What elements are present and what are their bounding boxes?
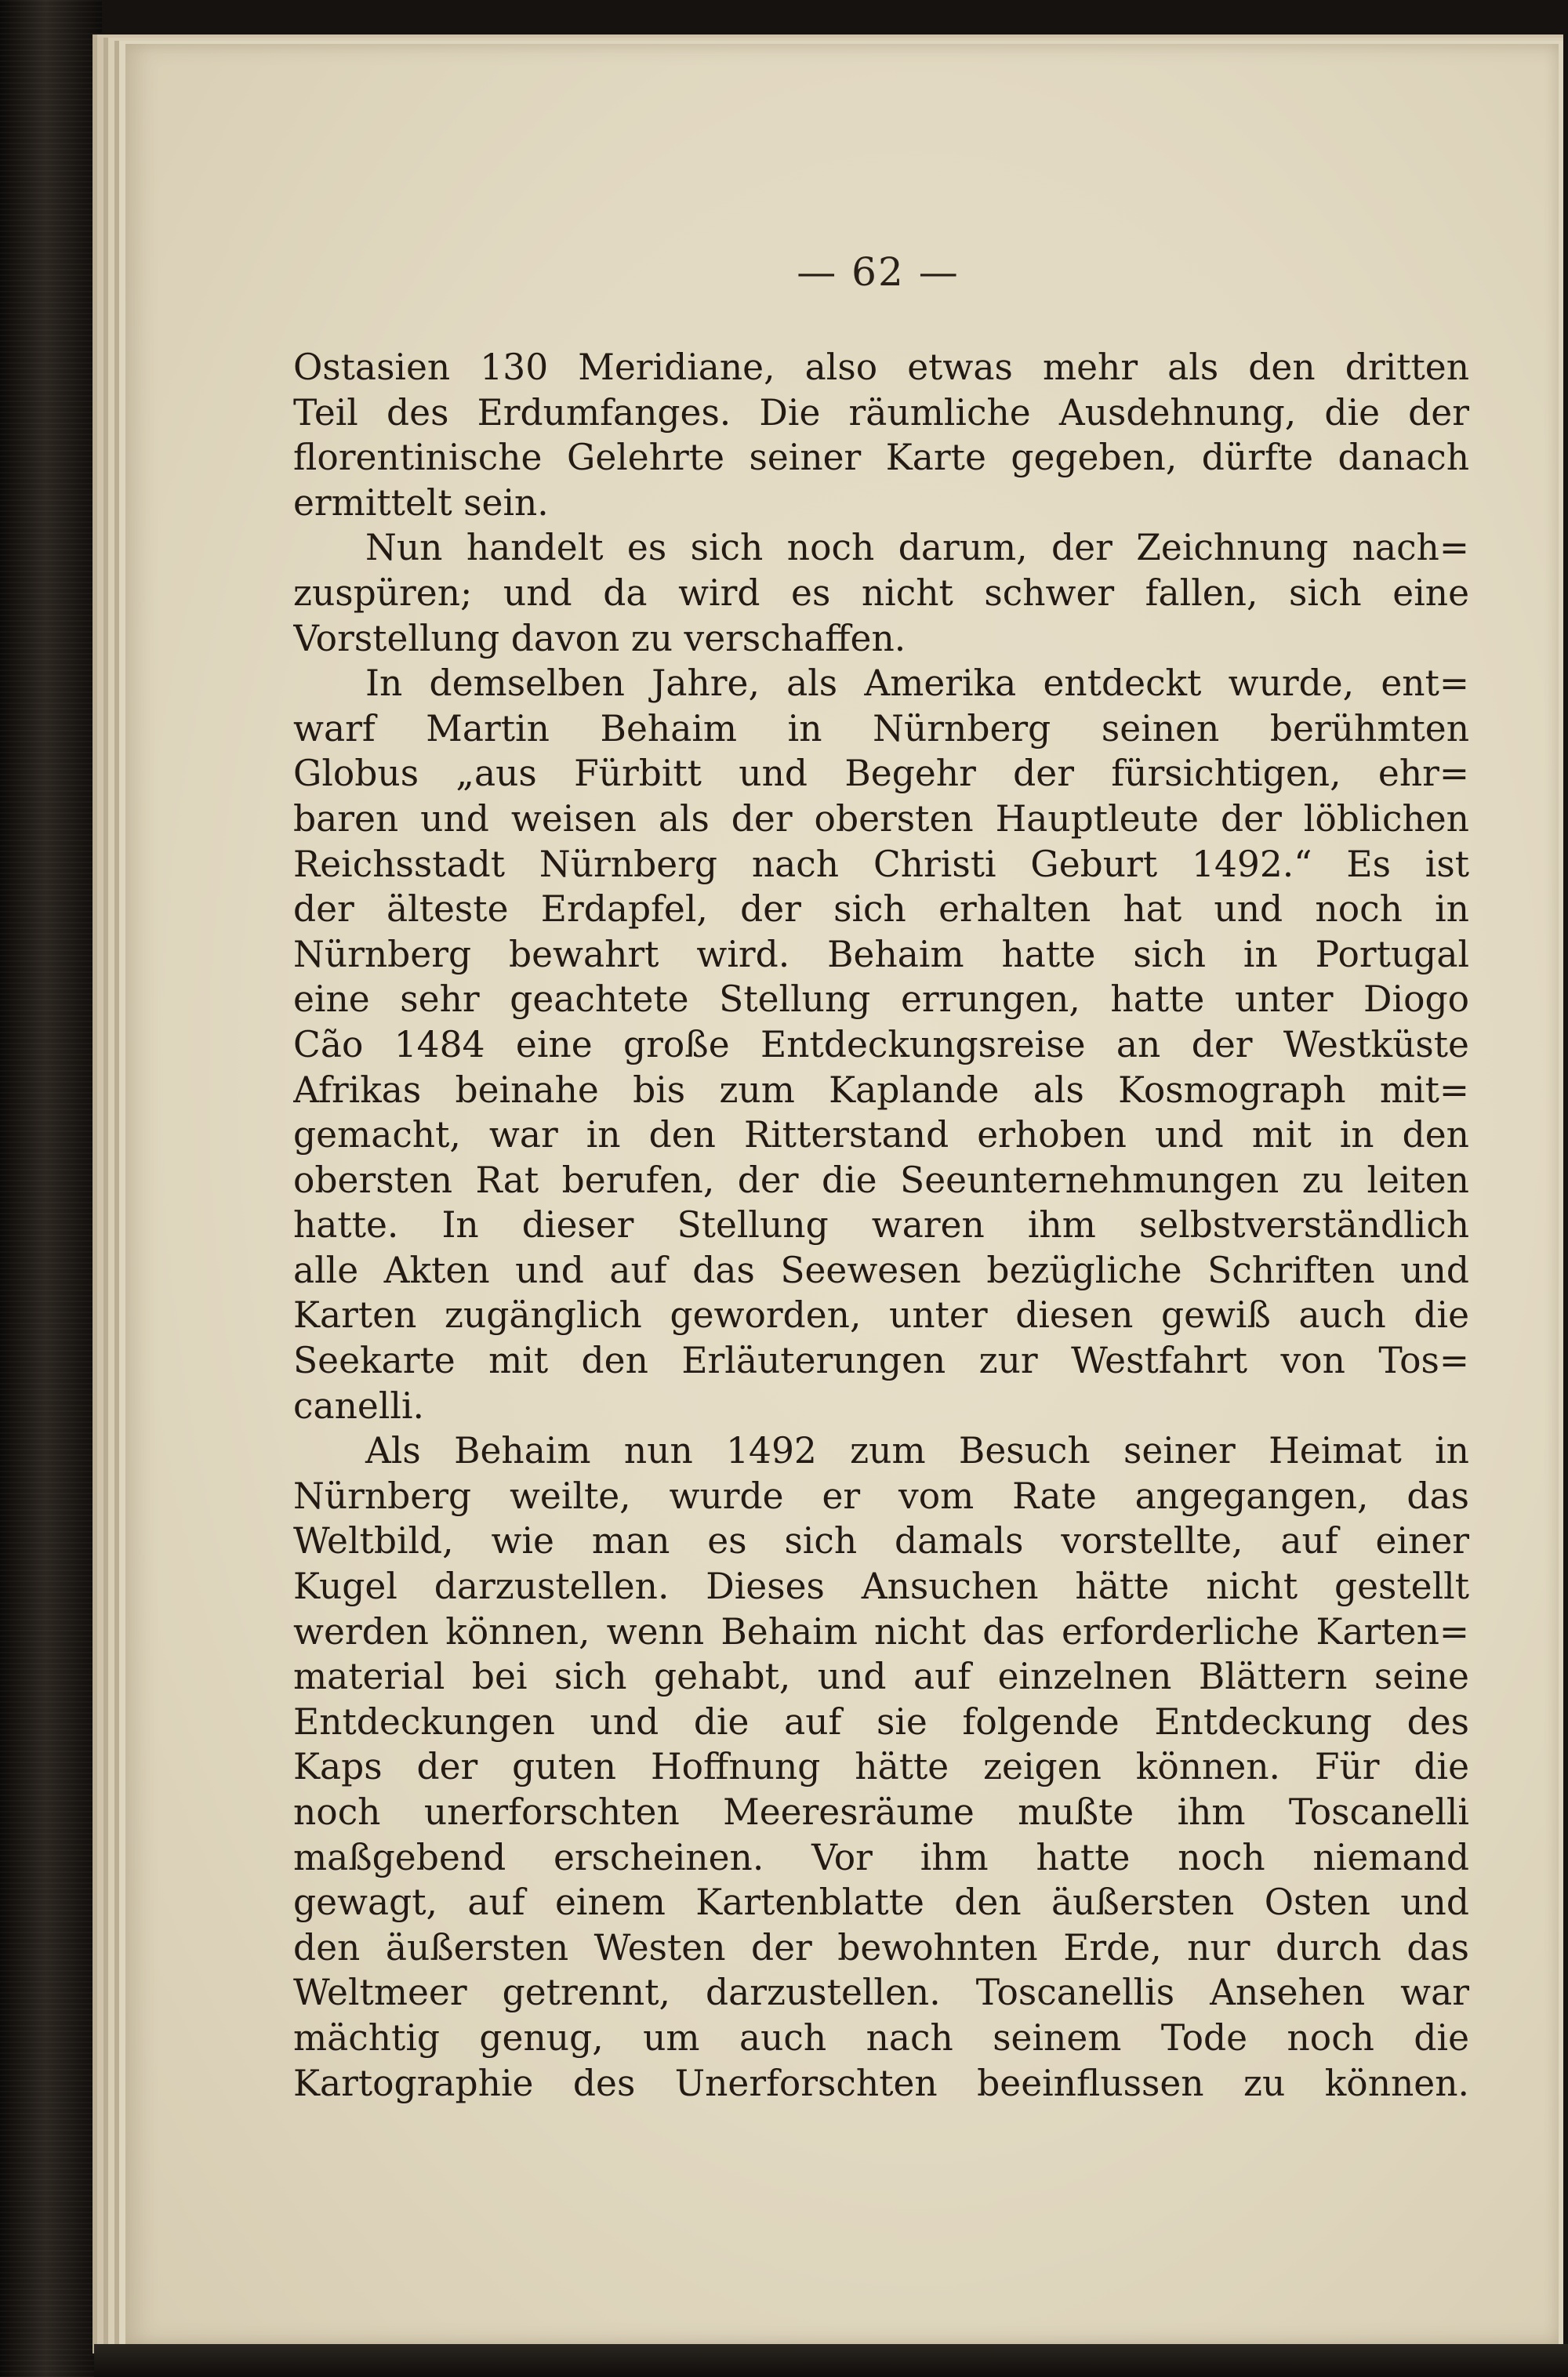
text-line: Nürnberg bewahrt wird. Behaim hatte sich in Portugal — [293, 933, 1469, 975]
text-line: mächtig genug, um auch nach seinem Tode noch die — [293, 2016, 1469, 2059]
text-line: Weltmeer getrennt, darzustellen. Toscanellis Ansehen war — [293, 1972, 1469, 2014]
text-line: Weltbild, wie man es sich damals vorstellte, auf einer — [293, 1520, 1469, 1562]
text-line: material bei sich gehabt, und auf einzelnen Blättern seine — [293, 1656, 1469, 1698]
text-line: Ostasien 130 Meridiane, also etwas mehr als den dritten — [293, 347, 1469, 388]
text-line: Nun handelt es sich noch darum, der Zeichnung nach= — [365, 527, 1469, 569]
text-line: florentinische Gelehrte seiner Karte gegeben, dürfte danach — [293, 437, 1469, 479]
text-line: werden können, wenn Behaim nicht das erforderliche Karten= — [293, 1610, 1469, 1653]
book-bottom-edge — [94, 2344, 1568, 2377]
text-line: Kugel darzustellen. Dieses Ansuchen hätte nicht gestellt — [293, 1566, 1469, 1608]
text-line: Kaps der guten Hoffnung hätte zeigen können. Für die — [293, 1746, 1469, 1788]
page-number: — 62 — — [797, 249, 960, 295]
text-line: der älteste Erdapfel, der sich erhalten hat und noch in — [293, 888, 1469, 931]
text-line: Globus „aus Fürbitt und Begehr der fürsichtigen, ehr= — [293, 753, 1469, 795]
text-line: Teil des Erdumfanges. Die räumliche Ausdehnung, die der — [293, 391, 1469, 434]
text-line: Karten zugänglich geworden, unter diesen gewiß auch die — [293, 1294, 1469, 1337]
text-line: zuspüren; und da wird es nicht schwer fallen, sich eine — [293, 572, 1469, 614]
text-line: alle Akten und auf das Seewesen bezügliche Schriften und — [293, 1249, 1469, 1291]
body-text — [293, 345, 1469, 2106]
text-line: warf Martin Behaim in Nürnberg seinen berühmten — [293, 707, 1469, 749]
text-line: den äußersten Westen der bewohnten Erde, nur durch das — [293, 1926, 1469, 1969]
text-line: gewagt, auf einem Kartenblatte den äußersten Osten und — [293, 1882, 1469, 1924]
text-line: obersten Rat berufen, der die Seeunternehmungen zu leiten — [293, 1159, 1469, 1201]
text-line: noch unerforschten Meeresräume mußte ihm Toscanelli — [293, 1791, 1469, 1833]
text-line: ermittelt sein. — [293, 481, 549, 524]
text-line: In demselben Jahre, als Amerika entdeckt wurde, ent= — [365, 662, 1469, 705]
text-line: Reichsstadt Nürnberg nach Christi Geburt 1492.“ Es ist — [293, 843, 1469, 885]
text-line: eine sehr geachtete Stellung errungen, hatte unter Diogo — [293, 978, 1469, 1021]
book-cover-edge — [0, 0, 102, 2377]
text-line: Vorstellung davon zu verschaffen. — [293, 617, 906, 659]
text-line: hatte. In dieser Stellung waren ihm selbstverständlich — [293, 1204, 1469, 1247]
text-line: maßgebend erscheinen. Vor ihm hatte noch niemand — [293, 1836, 1469, 1878]
text-line: baren und weisen als der obersten Hauptleute der löblichen — [293, 797, 1469, 840]
text-line: Entdeckungen und die auf sie folgende Entdeckung des — [293, 1700, 1469, 1743]
text-line: Kartographie des Unerforschten beeinflussen zu können. — [293, 2062, 1469, 2104]
text-line: Afrikas beinahe bis zum Kaplande als Kosmograph mit= — [293, 1069, 1469, 1111]
text-line: gemacht, war in den Ritterstand erhoben und mit in den — [293, 1114, 1469, 1156]
text-line: Als Behaim nun 1492 zum Besuch seiner Heimat in — [365, 1430, 1469, 1472]
text-line: canelli. — [293, 1384, 424, 1427]
text-line: Seekarte mit den Erläuterungen zur Westfahrt von Tos= — [293, 1340, 1469, 1382]
text-line: Nürnberg weilte, wurde er vom Rate angegangen, das — [293, 1475, 1469, 1517]
text-line: Cão 1484 eine große Entdeckungsreise an der Westküste — [293, 1023, 1469, 1065]
